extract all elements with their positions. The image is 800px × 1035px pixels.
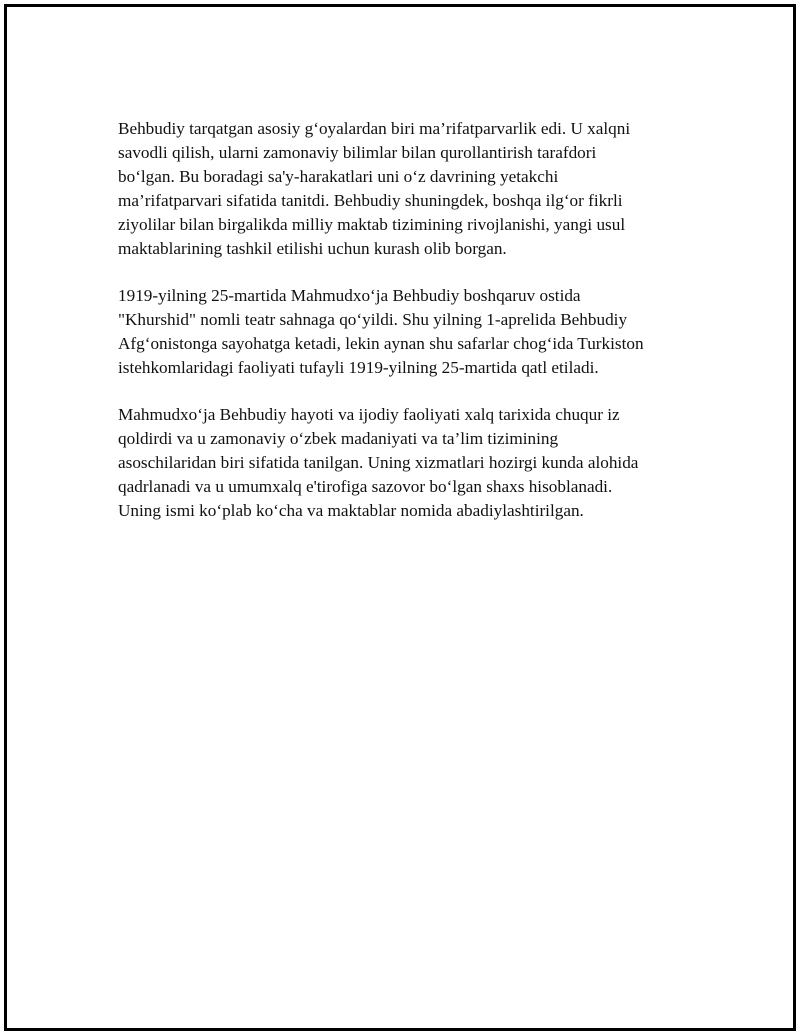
paragraph-line: 1919-yilning 25-martida Mahmudxo‘ja Behbudiy boshqaruv ostida [118,286,581,305]
paragraph-line: bo‘lgan. Bu boradagi sa'y-harakatlari uni o‘z davrining yetakchi [118,167,559,186]
paragraph-line: Behbudiy tarqatgan asosiy g‘oyalardan biri ma’rifatparvarlik edi. U xalqni [118,119,631,138]
paragraph-3 [118,403,698,523]
paragraph-line: qadrlanadi va u umumxalq e'tirofiga sazovor bo‘lgan shaxs hisoblanadi. [118,477,613,496]
paragraph-line: istehkomlaridagi faoliyati tufayli 1919-yilning 25-martida qatl etiladi. [118,358,599,377]
paragraph-line: Afg‘onistonga sayohatga ketadi, lekin aynan shu safarlar chog‘ida Turkiston [118,334,644,353]
document-body [118,117,698,546]
paragraph-line: "Khurshid" nomli teatr sahnaga qo‘yildi. Shu yilning 1-aprelida Behbudiy [118,310,628,329]
paragraph-line: maktablarining tashkil etilishi uchun kurash olib borgan. [118,239,507,258]
paragraph-line: qoldirdi va u zamonaviy o‘zbek madaniyati va ta’lim tizimining [118,429,559,448]
paragraph-line: Mahmudxo‘ja Behbudiy hayoti va ijodiy faoliyati xalq tarixida chuqur iz [118,405,620,424]
paragraph-1 [118,117,698,261]
paragraph-line: savodli qilish, ularni zamonaviy bilimlar bilan qurollantirish tarafdori [118,143,597,162]
paragraph-line: ziyolilar bilan birgalikda milliy maktab tizimining rivojlanishi, yangi usul [118,215,626,234]
paragraph-line: ma’rifatparvari sifatida tanitdi. Behbudiy shuningdek, boshqa ilg‘or fikrli [118,191,623,210]
paragraph-line: Uning ismi ko‘plab ko‘cha va maktablar nomida abadiylashtirilgan. [118,501,584,520]
paragraph-line: asoschilaridan biri sifatida tanilgan. Uning xizmatlari hozirgi kunda alohida [118,453,639,472]
paragraph-2 [118,284,698,380]
